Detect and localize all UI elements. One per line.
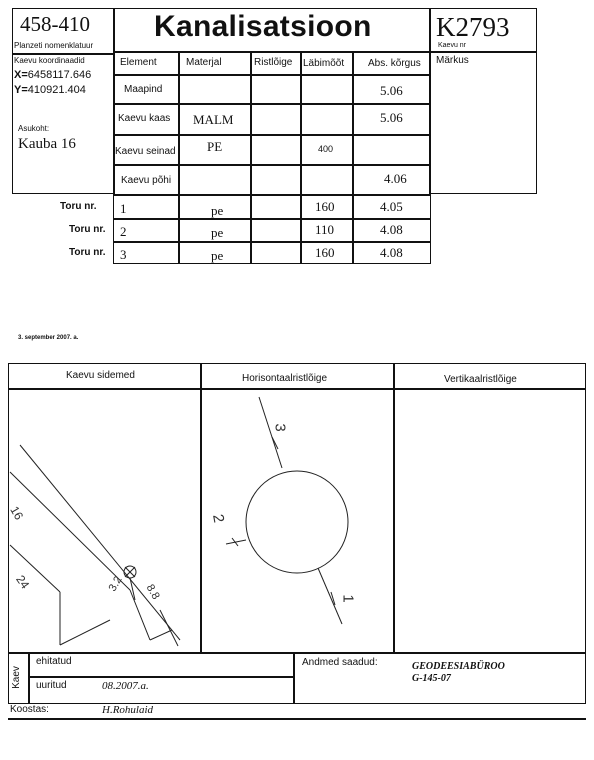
- pipe-nr: 2: [120, 224, 127, 239]
- pipe-height: 4.08: [380, 222, 403, 237]
- well-no-label: Kaevu nr: [438, 42, 467, 49]
- col-header-remark: Märkus: [436, 55, 469, 66]
- pipe-diameter: 110: [315, 222, 335, 237]
- row-material: PE: [207, 139, 223, 154]
- x-label: X=: [14, 69, 28, 81]
- pipe-material: pe: [211, 248, 224, 263]
- col-header-diameter: Läbimõõt: [303, 58, 345, 69]
- y-value: 410921.404: [27, 84, 86, 96]
- data-from-value-2: G-145-07: [412, 673, 451, 684]
- y-label: Y=: [14, 84, 28, 96]
- col-kaevu-sidemed: Kaevu sidemed: [66, 370, 135, 381]
- pipe-height: 4.05: [380, 199, 403, 214]
- plan-sheet: 458-410: [20, 12, 90, 36]
- col-header-height: Abs. kõrgus: [368, 58, 421, 69]
- pipe-label: Toru nr.: [60, 201, 97, 212]
- row-element: Kaevu seinad: [115, 146, 176, 157]
- row-diameter: 400: [318, 144, 334, 154]
- pipe-diameter: 160: [315, 245, 335, 260]
- compiled-value: H.Rohulaid: [102, 704, 154, 716]
- built-label: ehitatud: [36, 656, 72, 667]
- pipe-height: 4.08: [380, 245, 403, 260]
- kaev-label: Kaev: [10, 666, 22, 689]
- pipe-label: Toru nr.: [69, 247, 106, 258]
- data-from-label: Andmed saadud:: [302, 657, 378, 668]
- sketch-label: 3.2: [106, 574, 125, 594]
- sketch-label: 16: [7, 503, 27, 523]
- sketch-label: 8.8: [143, 582, 162, 602]
- data-from-value-1: GEODEESIABÜROO: [412, 661, 505, 672]
- row-element: Maapind: [124, 84, 163, 95]
- surveyed-value: 08.2007.a.: [102, 680, 149, 692]
- coords-label: Kaevu koordinaadid: [14, 56, 85, 65]
- row-material: MALM: [193, 112, 234, 127]
- pipe-label: Toru nr.: [69, 224, 106, 235]
- col-vertikaal: Vertikaalristlõige: [444, 374, 517, 385]
- pipe-nr: 1: [120, 201, 127, 216]
- surveyed-label: uuritud: [36, 680, 67, 691]
- col-header-material: Materjal: [186, 57, 222, 68]
- row-height: 5.06: [380, 110, 403, 125]
- plan-sheet-label: Planzeti nomenklatuur: [14, 41, 94, 50]
- page-title: Kanalisatsioon: [154, 10, 372, 43]
- well-no: K2793: [436, 12, 510, 42]
- x-value: 6458117.646: [27, 69, 92, 81]
- sketch-label: 3: [271, 423, 289, 432]
- pipe-material: pe: [211, 225, 224, 240]
- date-note: 3. september 2007. a.: [18, 335, 79, 341]
- sketch-label: 1: [339, 594, 357, 603]
- col-header-cross: Ristlõige: [254, 57, 293, 68]
- compiled-label: Koostas:: [10, 704, 49, 715]
- sketch-label: 24: [13, 572, 33, 592]
- col-header-element: Element: [120, 57, 157, 68]
- pipe-material: pe: [211, 203, 224, 218]
- row-height: 4.06: [384, 171, 407, 186]
- row-element: Kaevu põhi: [121, 175, 172, 186]
- row-element: Kaevu kaas: [118, 113, 171, 124]
- location-label: Asukoht:: [18, 124, 50, 133]
- pipe-nr: 3: [120, 247, 127, 262]
- sketch-label: 2: [209, 512, 228, 525]
- col-horisontaal: Horisontaalristlõige: [242, 373, 328, 384]
- row-height: 5.06: [380, 83, 403, 98]
- location-value: Kauba 16: [18, 136, 76, 152]
- pipe-diameter: 160: [315, 199, 335, 214]
